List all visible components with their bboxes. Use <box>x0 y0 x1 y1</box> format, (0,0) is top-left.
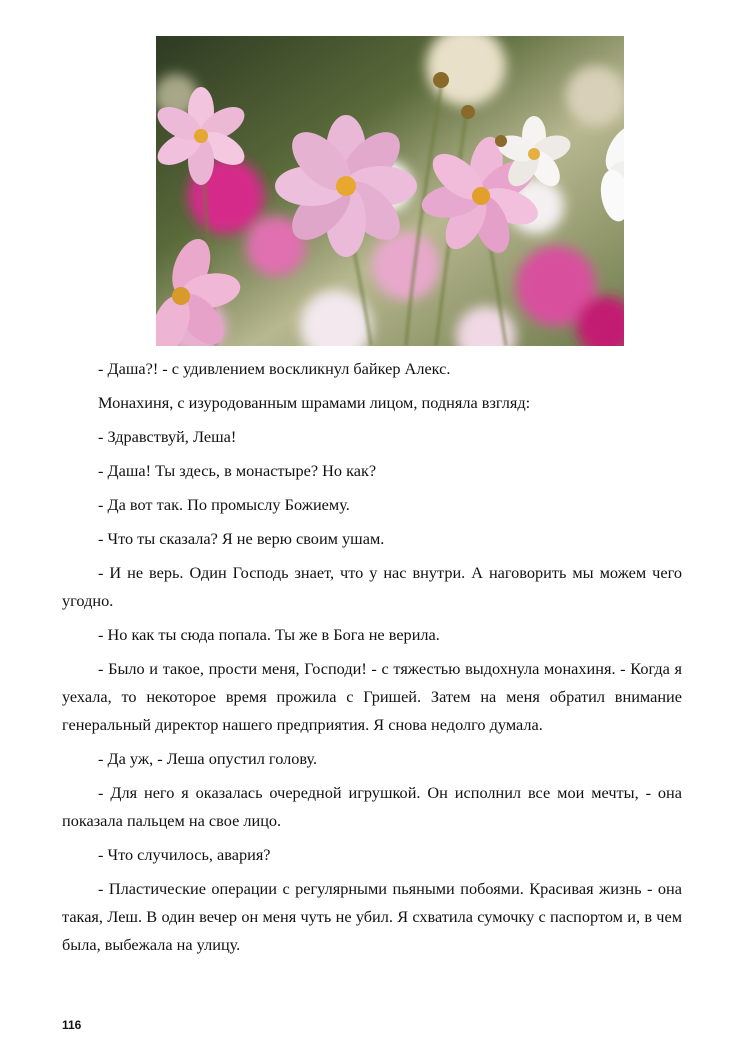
paragraph: - Что случилось, авария? <box>98 845 271 864</box>
paragraph: - Да вот так. По промыслу Божиему. <box>98 495 350 514</box>
paragraph: - Но как ты сюда попала. Ты же в Бога не верила. <box>98 625 440 644</box>
paragraph: - Было и такое, прости меня, Господи! - с тяжестью выдохнула монахиня. - Когда я уехала, то некоторое время прожила с Гришей. Затем на меня обратил внимание генеральный директор нашего предприятия. Я снова недолго думала. <box>62 659 682 734</box>
page-number: 116 <box>62 1018 82 1032</box>
paragraph: - Даша! Ты здесь, в монастыре? Но как? <box>98 461 377 480</box>
paragraph: - Здравствуй, Леша! <box>98 427 237 446</box>
body-text <box>62 355 682 965</box>
paragraph: - Даша?! - с удивлением воскликнул байкер Алекс. <box>98 359 451 378</box>
paragraph: - Да уж, - Леша опустил голову. <box>98 749 318 768</box>
paragraph: - Для него я оказалась очередной игрушкой. Он исполнил все мои мечты, - она показала пальцем на свое лицо. <box>62 783 682 830</box>
paragraph: - Пластические операции с регулярными пьяными побоями. Красивая жизнь - она такая, Леш. В один вечер он меня чуть не убил. Я схватила сумочку с паспортом и, в чем была, выбежала на улицу. <box>62 879 682 954</box>
flowers-photo <box>156 36 624 346</box>
paragraph: - Что ты сказала? Я не верю своим ушам. <box>98 529 385 548</box>
paragraph: - И не верь. Один Господь знает, что у нас внутри. А наговорить мы можем чего угодно. <box>62 563 682 610</box>
paragraph: Монахиня, с изуродованным шрамами лицом, подняла взгляд: <box>98 393 531 412</box>
